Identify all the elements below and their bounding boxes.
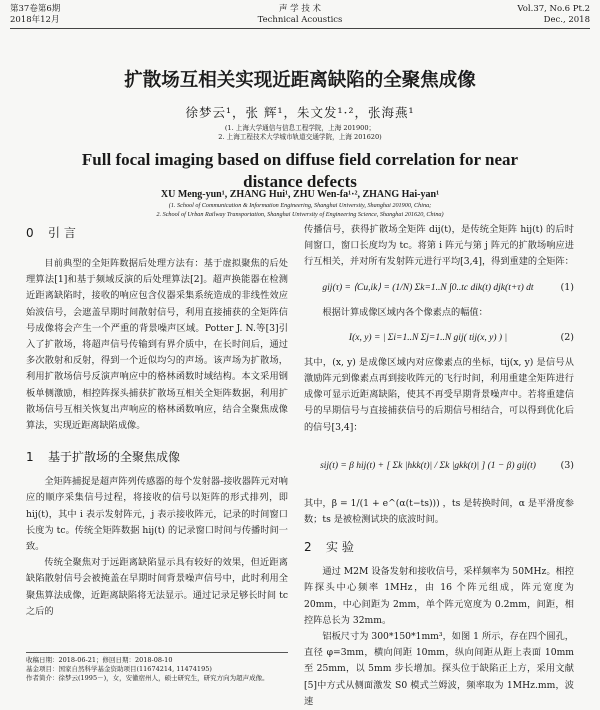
header-volume: 第37卷第6期 2018年12月 [10, 4, 61, 25]
title-en-line2: distance defects [243, 172, 357, 191]
left-column [26, 222, 288, 620]
right-column [304, 222, 574, 710]
footnote-funding: 基金项目：国家自然科学基金资助项目(11674214, 11474195) [26, 665, 212, 673]
method-paragraph-3: 传播信号，获得扩散场全矩阵 dij(t)，是传统全矩阵 hij(t) 的后时间窗口，窗口长度均为 tc。将第 i 阵元与第 j 阵元的扩散场响应进行互相关，并对所有发射阵元进行平均[3,4]，得到重建的全矩阵： [304, 224, 574, 268]
header-journal: 声 学 技 术 Technical Acoustics [257, 4, 343, 25]
method-paragraph-4: 根据计算成像区域内各个像素点的幅值： [322, 306, 488, 318]
method-paragraph-5: 其中，(x, y) 是成像区域内对应像素点的坐标，tij(x, y) 是信号从激励阵元到像素点再到接收阵元的飞行时间，利用重建全矩阵进行成像可显示近距离缺陷，使其不再受早期背景噪声中。若将重建信号的早期信号与直接捕获信号的后期信号相结合，可以得到优化后的信号[3,4]： [304, 356, 574, 433]
header-issue: Vol.37, No.6 Pt.2 Dec., 2018 [517, 4, 590, 25]
affiliation-cn-2: 2. 上海工程技术大学城市轨道交通学院，上海 201620) [218, 133, 382, 141]
experiment-paragraph-1: 通过 M2M 设备发射和接收信号，采样频率为 50MHz。相控阵探头中心频率 1MHz，由 16 个阵元组成，阵元宽度为 20mm，中心间距为 2mm，单个阵元宽度为 0.2mm，间距，相控阵总长为 32mm。 [304, 566, 574, 626]
intro-paragraph: 目前典型的全矩阵数据后处理方法有：基于虚拟聚焦的后处理算法[1]和基于频域反演的后处理算法[2]。超声换能器在检测近距离缺陷时，接收的响应包含仪器采集系统造成的非线性效应始波信号，会遮盖早期时间散射信号，利用直接捕获的全矩阵信号成像将会产生一个严重的背景噪声区域。Potter J. N.等[3]引入了扩散场，将超声信号传输到有界介质中，在长时间后，通过多次散射和反射，得到一个近似均匀的声场。该声场为扩散场，利用扩散场信号反演声响应中的格林函数时域结构。本文采用钢板单侧激励，相控阵探头捕获扩散场互相关全矩阵数据，利用扩散场信号互相关恢复出声响应的格林函数响应，结合全聚焦成像算法，实现近距离缺陷成像。 [26, 258, 288, 432]
running-header [10, 4, 590, 29]
footnote-received: 收稿日期：2018-06-21；修回日期：2018-08-10 [26, 656, 173, 664]
footnote [26, 652, 288, 683]
section-heading-experiment: 2 实 验 [304, 540, 354, 555]
authors-cn: 徐梦云¹，张 辉¹，朱文发¹·²，张海燕¹ [185, 105, 415, 120]
section-heading-intro: 0 引 言 [26, 226, 76, 240]
equation-1: gij(τ) = ⟨Cu,ik⟩ = (1/N) Σk=1..N ∫0..tc dik(t) djk(t+τ) dt (1) [322, 281, 574, 293]
method-paragraph-6: 其中，β = 1/(1 + e^(α(t−ts))) ，ts 是转换时间，α 是平滑度参数；ts 是被检测试块的底波时间。 [304, 497, 574, 526]
footnote-author: 作者简介：徐梦云(1995－)，女，安徽宿州人，硕士研究生，研究方向为超声成像。 [26, 674, 269, 682]
experiment-paragraph-2: 铝板尺寸为 300*150*1mm³，如图 1 所示，存在四个圆孔，直径 φ=3mm，横向间距 10mm，纵向间距从距上表面 10mm 至 25mm，以 5mm 步长增加。探头位于缺陷正上方，采用文献[5]中方式从侧面激发 S0 模式兰姆波，频率取为 1MHz.mm，波速 [304, 631, 574, 707]
method-paragraph-1: 全矩阵捕捉是超声阵列传感器的每个发射器-接收器阵元对响应的顺序采集信号过程，将接收的信号以矩阵的形式排列，即 hij(t)，其中 i 表示发射阵元，j 表示接收阵元，记录的时间窗口长度为 tc。传统全矩阵数据 hij(t) 的记录窗口时间与传播时间一致。 [26, 476, 288, 553]
paper-title-en [0, 149, 600, 193]
method-paragraph-2: 传统全聚焦对于远距离缺陷显示具有较好的效果，但近距离缺陷散射信号会被掩盖在早期时间背景噪声信号中，此时利用全聚焦算法成像，近距离缺陷将无法显示。通过记录足够长时间 tc 之后的 [26, 557, 288, 617]
authors-en: XU Meng-yun¹, ZHANG Hui¹, ZHU Wen-fa¹·², ZHANG Hai-yan¹ [160, 189, 440, 200]
section-heading-method: 1 基于扩散场的全聚焦成像 [26, 450, 181, 465]
equation-2: I(x, y) = | Σi=1..N Σj=1..N gij( tij(x, y) ) | (2) [348, 331, 574, 343]
title-en-line1: Full focal imaging based on diffuse field correlation for near [81, 150, 519, 169]
paper-title-cn: 扩散场互相关实现近距离缺陷的全聚焦成像 [124, 70, 476, 91]
affiliation-en-1: (1. School of Communication & Information Engineering, Shanghai University, Shanghai 201900, China; [168, 202, 432, 209]
affiliation-en-2: 2. School of Urban Railway Transportation, Shanghai University of Engineering Science, Shanghai 201620, China) [156, 211, 444, 218]
equation-3: sij(t) = β hij(t) + [ Σk |hkk(t)| / Σk |gkk(t)| ] (1 − β) gij(t) (3) [320, 459, 574, 471]
affiliation-cn-1: (1. 上海大学通信与信息工程学院，上海 201900； [224, 124, 376, 132]
